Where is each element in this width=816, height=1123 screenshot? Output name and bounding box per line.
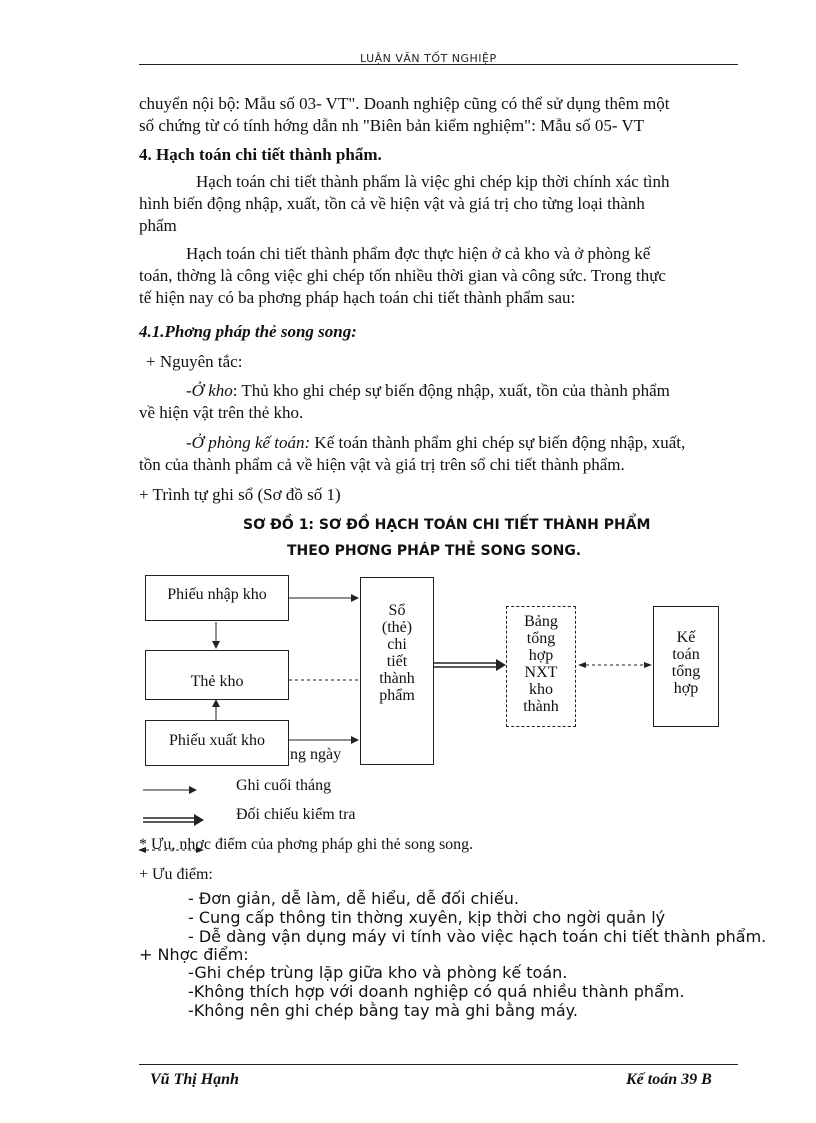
ledger-line: tiết [386,653,408,670]
paragraph-3-line-2: toán, thờng là công việc ghi chép tốn nhiều thời gian và công sức. Trong thực [139,266,666,285]
pros-item: - Đơn giản, dễ làm, dễ hiểu, dễ đối chiếu. [188,889,519,908]
ledger-line: (thẻ) [381,619,413,636]
header-title: LUẬN VĂN TỐT NGHIỆP [360,52,497,65]
general-accounting-line: hợp [673,680,699,697]
warehouse-line-2: về hiện vật trên thẻ kho. [139,403,304,422]
cons-title: + Nhợc điểm: [139,945,249,964]
footer-class: Kế toán 39 B [626,1071,712,1088]
legend-cross-check: Đối chiếu kiểm tra [236,806,356,823]
pros-title: + Ưu điểm: [139,866,213,883]
ledger-line: thành [379,670,415,687]
receipt-slip-box [145,575,289,621]
summary-line: Bảng [524,613,558,630]
receipt-slip-label: Phiếu nhập kho [167,586,267,603]
diagram-title-1: SƠ ĐỒ 1: SƠ ĐỒ HẠCH TOÁN CHI TIẾT THÀNH PHẨM [243,517,651,533]
footer-rule [139,1064,738,1065]
issue-slip-label: Phiếu xuất kho [169,732,265,749]
cons-item: -Không thích hợp với doanh nghiệp có quá nhiều thành phẩm. [188,982,685,1001]
summary-line: hợp [528,647,554,664]
paragraph-3-line-3: tế hiện nay có ba phơng pháp hạch toán chi tiết thành phẩm sau: [139,288,576,307]
issue-slip-box [145,720,289,766]
pros-cons-title: * Ưu, nhợc điểm của phơng pháp ghi thẻ song song. [139,836,474,853]
detail-ledger-box [360,577,434,765]
legend-daily: ng ngày [290,746,342,763]
stock-card-box [145,650,289,700]
pros-item: - Cung cấp thông tin thờng xuyên, kịp thời cho ngời quản lý [188,908,666,927]
section-heading-4-1: 4.1.Phơng pháp thẻ song song: [139,322,357,341]
ledger-line: Sổ [388,602,406,619]
general-accounting-box [653,606,719,727]
ledger-line: phẩm [379,687,415,704]
section-heading-4: 4. Hạch toán chi tiết thành phẩm. [139,145,382,164]
general-accounting-line: toán [672,646,700,663]
pros-item: - Dễ dàng vận dụng máy vi tính vào việc hạch toán chi tiết thành phẩm. [188,927,767,946]
paragraph-1-line-1: chuyển nội bộ: Mẫu số 03- VT". Doanh nghiệp cũng có thể sử dụng thêm một [139,94,670,113]
summary-line: NXT [524,664,558,681]
summary-line: kho [529,681,553,698]
footer-author: Vũ Thị Hạnh [150,1071,239,1088]
cons-item: -Ghi chép trùng lặp giữa kho và phòng kế toán. [188,963,568,982]
paragraph-2-line-2: hình biến động nhập, xuất, tồn cả về hiện vật và giá trị cho từng loại thành [139,194,645,213]
summary-line: tổng [526,630,556,647]
accounting-label: -Ở phòng kế toán: [186,433,311,452]
accounting-line-2: tồn của thành phẩm cả về hiện vật và giá trị trên sổ chi tiết thành phẩm. [139,455,625,474]
stock-card-label: Thẻ kho [190,673,244,690]
paragraph-3-line-1: Hạch toán chi tiết thành phẩm đợc thực hiện ở cả kho và ở phòng kế [186,244,651,263]
cons-item: -Không nên ghi chép bằng tay mà ghi bằng máy. [188,1001,578,1020]
ledger-line: chi [387,636,407,653]
paragraph-2-line-1: Hạch toán chi tiết thành phẩm là việc ghi chép kịp thời chính xác tình [196,172,670,191]
warehouse-label: -Ở kho [186,381,233,400]
general-accounting-line: tổng [671,663,701,680]
general-accounting-line: Kế [676,629,696,646]
warehouse-text: : Thủ kho ghi chép sự biến động nhập, xuất, tồn của thành phẩm [232,381,670,400]
legend-month-end: Ghi cuối tháng [236,777,332,794]
paragraph-2-line-3: phẩm [139,216,177,235]
principle-label: + Nguyên tắc: [146,352,243,371]
paragraph-1-line-2: số chứng từ có tính hớng dẫn nh "Biên bản kiểm nghiệm": Mẫu số 05- VT [139,116,645,135]
summary-line: thành [523,698,559,715]
diagram-title-2: THEO PHƠNG PHÁP THẺ SONG SONG. [287,543,582,559]
accounting-text: Kế toán thành phẩm ghi chép sự biến động nhập, xuất, [310,433,686,452]
sequence-label: + Trình tự ghi sổ (Sơ đồ số 1) [139,485,341,504]
summary-table-box [506,606,576,727]
